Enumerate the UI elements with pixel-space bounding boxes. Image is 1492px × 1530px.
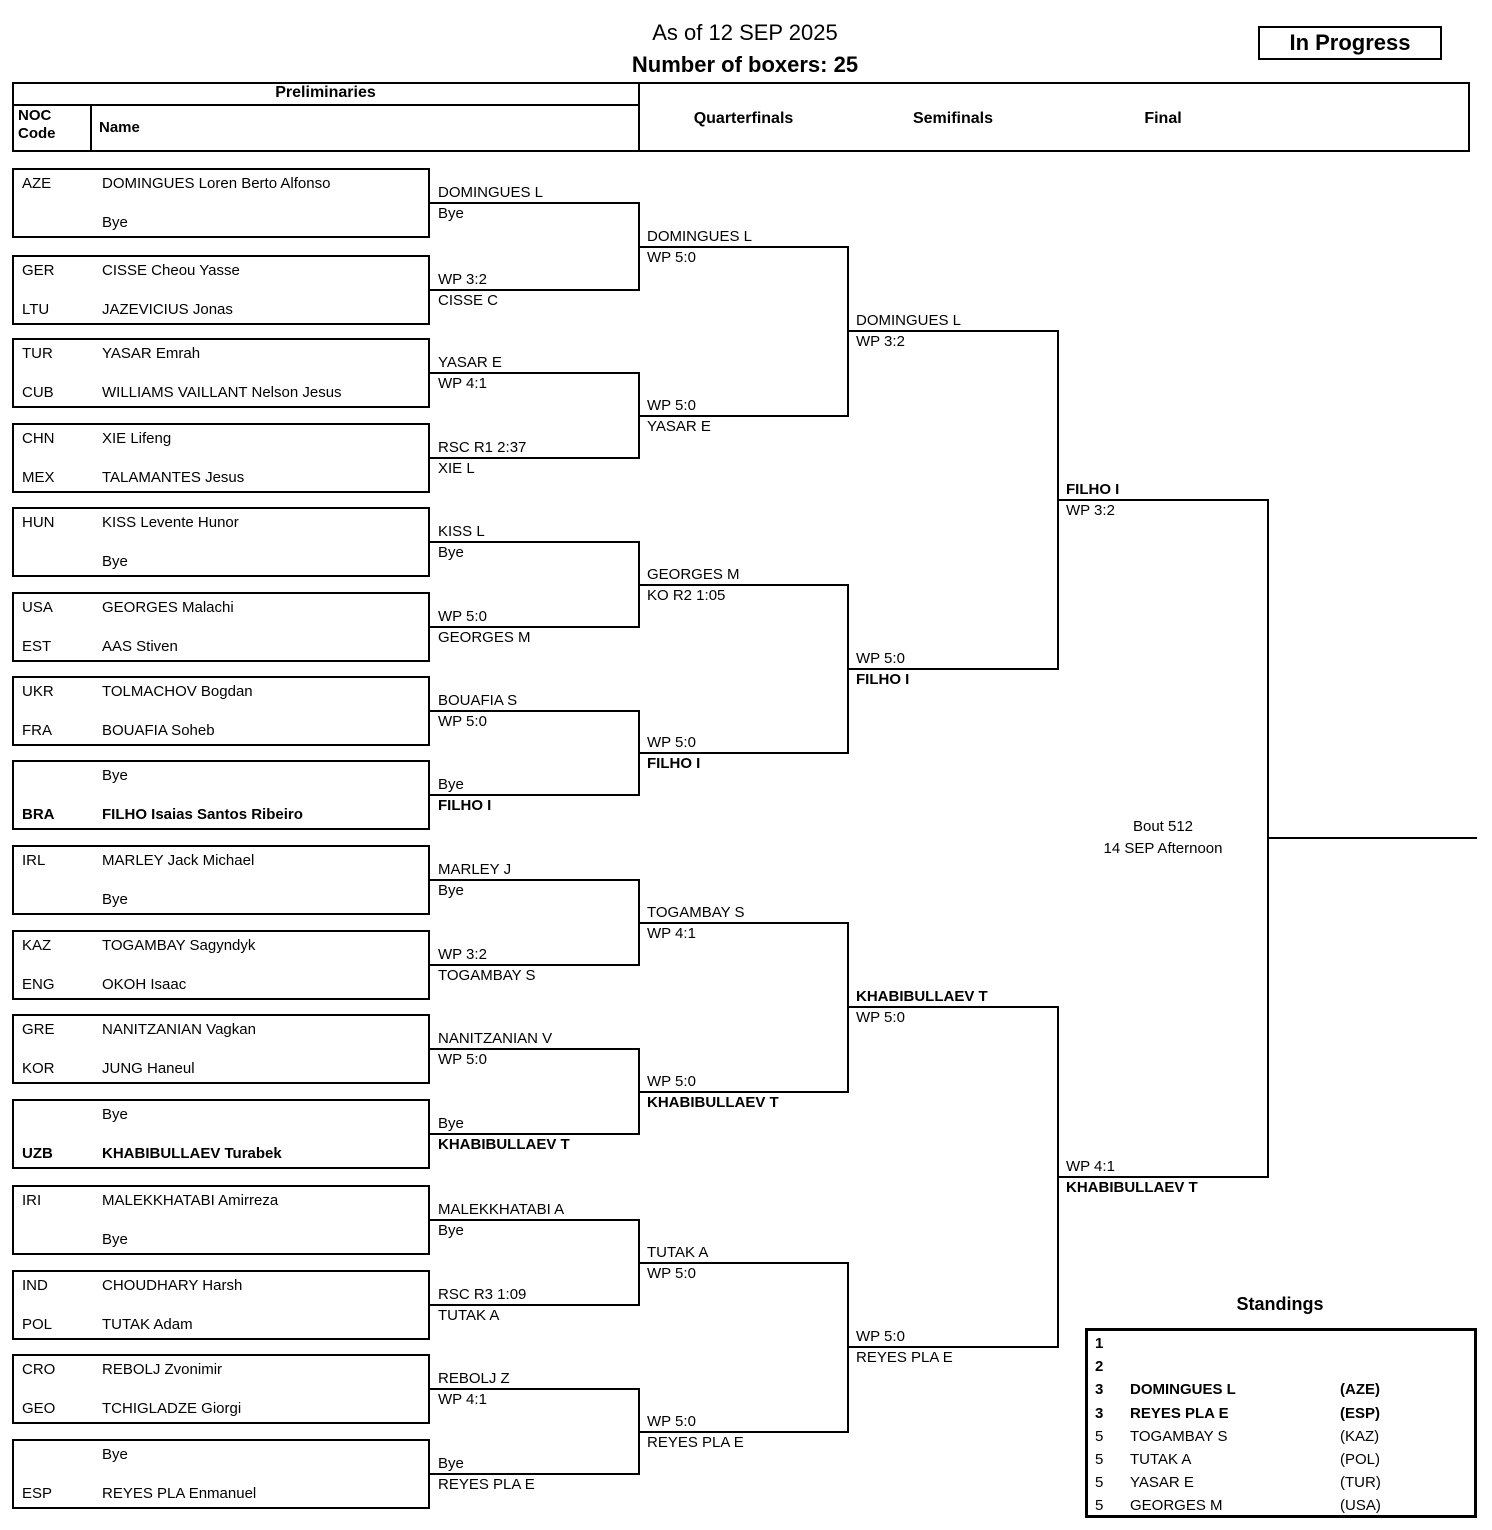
r16-label-above: Bye <box>438 776 464 793</box>
prelim-pair-box <box>12 1014 430 1084</box>
r16-match-line <box>430 541 640 543</box>
final-label-above: FILHO I <box>1066 480 1120 498</box>
prelim-noc: GRE <box>22 1021 55 1038</box>
prelim-pair-box <box>12 930 430 1000</box>
prelim-noc: EST <box>22 638 52 655</box>
prelim-noc: FRA <box>22 722 52 739</box>
prelim-pair-box <box>12 168 430 238</box>
r16-label-below: WP 5:0 <box>438 1051 487 1068</box>
table-border-right <box>1468 82 1470 152</box>
final-match-line <box>1058 1176 1269 1178</box>
quarterfinals-label-below: KO R2 1:05 <box>647 586 726 604</box>
standings-rank: 5 <box>1095 1497 1104 1515</box>
final-label-below: KHABIBULLAEV T <box>1066 1179 1198 1196</box>
r16-label-above: NANITZANIAN V <box>438 1030 553 1047</box>
r16-label-below: KHABIBULLAEV T <box>438 1136 570 1153</box>
prelim-boxer-name: Bye <box>102 553 128 570</box>
r16-match-line <box>430 710 640 712</box>
quarterfinals-label-below: REYES PLA E <box>647 1433 744 1451</box>
column-header-final: Final <box>1144 110 1182 127</box>
r16-match-line <box>430 457 640 459</box>
r16-match-line <box>430 1219 640 1221</box>
standings-noc: (POL) <box>1340 1451 1381 1468</box>
standings-row <box>1088 1428 1474 1451</box>
prelim-boxer-name: Bye <box>102 1231 128 1248</box>
prelim-boxer-name: JUNG Haneul <box>102 1060 195 1077</box>
r16-match-line <box>430 794 640 796</box>
r16-label-above: MARLEY J <box>438 861 512 878</box>
quarterfinals-label-below: WP 5:0 <box>647 248 696 266</box>
r16-label-above: Bye <box>438 1455 464 1472</box>
quarterfinals-match-line <box>639 1091 849 1093</box>
prelim-boxer-name: Bye <box>102 214 128 231</box>
standings-rank: 2 <box>1095 1358 1104 1376</box>
r16-label-above: YASAR E <box>438 354 502 371</box>
standings-noc: (KAZ) <box>1340 1427 1380 1445</box>
r16-label-below: TOGAMBAY S <box>438 967 536 984</box>
prelim-boxer-name: OKOH Isaac <box>102 976 187 993</box>
prelim-boxer-name: YASAR Emrah <box>102 345 201 362</box>
quarterfinals-label-above: GEORGES M <box>647 565 740 583</box>
prelim-boxer-name: TOLMACHOV Bogdan <box>102 683 253 700</box>
prelim-noc: KOR <box>22 1060 55 1077</box>
r16-label-above: BOUAFIA S <box>438 692 518 709</box>
prelim-boxer-name: Bye <box>102 891 128 908</box>
standings-noc: (USA) <box>1340 1497 1381 1515</box>
prelim-boxer-name: TUTAK Adam <box>102 1316 193 1333</box>
prelim-noc: TUR <box>22 345 53 362</box>
prelim-boxer-name: MALEKKHATABI Amirreza <box>102 1192 279 1209</box>
champion-line <box>1268 837 1477 839</box>
r16-match-line <box>430 1304 640 1306</box>
prelim-boxer-name: JAZEVICIUS Jonas <box>102 301 233 318</box>
noc-name-divider <box>90 104 92 152</box>
prelim-pair-box <box>12 1270 430 1340</box>
prelim-boxer-name: KISS Levente Hunor <box>102 514 239 531</box>
prelim-boxer-name: XIE Lifeng <box>102 430 172 447</box>
quarterfinals-label-above: WP 5:0 <box>647 396 696 414</box>
prelim-pair-box <box>12 1354 430 1424</box>
standings-row <box>1088 1335 1474 1358</box>
quarterfinals-match-line <box>639 922 849 924</box>
semifinals-label-below: REYES PLA E <box>856 1349 953 1366</box>
prelim-pair-box <box>12 592 430 662</box>
semifinals-match-line <box>848 668 1059 670</box>
prelim-boxer-name: CISSE Cheou Yasse <box>102 262 240 279</box>
prelim-pair-box <box>12 1439 430 1509</box>
standings-boxer-name: DOMINGUES L <box>1130 1381 1236 1399</box>
prelim-boxer-name: REYES PLA Enmanuel <box>102 1485 257 1502</box>
prelim-pair-box <box>12 507 430 577</box>
quarterfinals-label-above: WP 5:0 <box>647 1072 696 1090</box>
prelim-pair-box <box>12 255 430 325</box>
prelim-noc: GEO <box>22 1400 56 1417</box>
semifinals-label-above: WP 5:0 <box>856 649 905 667</box>
r16-label-below: XIE L <box>438 460 475 477</box>
prelim-boxer-name: WILLIAMS VAILLANT Nelson Jesus <box>102 384 342 401</box>
prelim-noc: UKR <box>22 683 54 700</box>
prelim-boxer-name: Bye <box>102 767 128 784</box>
standings-row <box>1088 1451 1474 1474</box>
standings-boxer-name: GEORGES M <box>1130 1497 1223 1515</box>
table-border-bottom <box>12 150 1470 152</box>
r16-label-above: MALEKKHATABI A <box>438 1201 565 1218</box>
prelim-boxer-name: BOUAFIA Soheb <box>102 722 215 739</box>
final-label-above: WP 4:1 <box>1066 1158 1115 1175</box>
prelim-noc: BRA <box>22 806 55 823</box>
r16-label-below: WP 4:1 <box>438 375 487 392</box>
final-bout-number: Bout 512 <box>1132 818 1194 835</box>
prelim-noc: CUB <box>22 384 54 401</box>
semifinals-match-line <box>848 330 1059 332</box>
prelim-boxer-name: MARLEY Jack Michael <box>102 852 255 869</box>
semifinals-label-above: DOMINGUES L <box>856 312 962 329</box>
prelim-boxer-name: FILHO Isaias Santos Ribeiro <box>102 806 303 823</box>
standings-boxer-name: REYES PLA E <box>1130 1404 1229 1422</box>
quarterfinals-match-line <box>639 246 849 248</box>
r16-label-above: RSC R1 2:37 <box>438 439 527 456</box>
quarterfinals-label-above: WP 5:0 <box>647 734 696 751</box>
column-header-name: Name <box>99 119 140 136</box>
r16-label-below: TUTAK A <box>438 1307 500 1324</box>
prelim-noc: LTU <box>22 301 50 318</box>
quarterfinals-match-line <box>639 584 849 586</box>
final-label-below: WP 3:2 <box>1066 501 1115 519</box>
quarterfinals-label-below: WP 4:1 <box>647 924 696 942</box>
standings-row <box>1088 1497 1474 1520</box>
quarterfinals-label-above: DOMINGUES L <box>647 227 753 245</box>
standings-row <box>1088 1474 1474 1497</box>
standings-row <box>1088 1381 1474 1404</box>
semifinals-match-line <box>848 1006 1059 1008</box>
r16-match-line <box>430 1048 640 1050</box>
prelim-boxer-name: Bye <box>102 1106 128 1123</box>
quarterfinals-label-above: TOGAMBAY S <box>647 903 745 921</box>
standings-rank: 5 <box>1095 1427 1104 1445</box>
standings-row <box>1088 1358 1474 1381</box>
r16-label-above: KISS L <box>438 523 485 540</box>
column-header-preliminaries: Preliminaries <box>275 84 376 101</box>
semifinals-match-line <box>848 1346 1059 1348</box>
prelim-noc: USA <box>22 599 53 616</box>
r16-label-below: FILHO I <box>438 797 492 814</box>
prelim-header-divider <box>12 104 640 106</box>
prelim-boxer-name: NANITZANIAN Vagkan <box>102 1021 256 1038</box>
standings-box <box>1085 1328 1477 1518</box>
as-of-date: As of 12 SEP 2025 <box>652 20 838 45</box>
prelim-boxer-name: TALAMANTES Jesus <box>102 469 245 486</box>
prelim-boxer-name: AAS Stiven <box>102 638 178 655</box>
standings-rank: 5 <box>1095 1474 1104 1492</box>
r16-match-line <box>430 626 640 628</box>
quarterfinals-label-below: FILHO I <box>647 755 701 772</box>
quarterfinals-label-above: TUTAK A <box>647 1243 709 1261</box>
prelim-noc: ENG <box>22 976 55 993</box>
r16-match-line <box>430 202 640 204</box>
r16-match-line <box>430 879 640 881</box>
prelim-boxer-name: KHABIBULLAEV Turabek <box>102 1145 282 1162</box>
standings-boxer-name: TOGAMBAY S <box>1130 1427 1228 1445</box>
r16-match-line <box>430 1133 640 1135</box>
r16-label-below: Bye <box>438 205 464 222</box>
prelim-noc: POL <box>22 1316 53 1333</box>
prelim-noc: HUN <box>22 514 55 531</box>
semifinals-label-below: FILHO I <box>856 670 910 688</box>
prelim-pair-box <box>12 1099 430 1169</box>
standings-noc: (AZE) <box>1340 1381 1380 1399</box>
semifinals-label-below: WP 5:0 <box>856 1009 905 1026</box>
prelim-noc: UZB <box>22 1145 53 1162</box>
r16-label-above: WP 3:2 <box>438 271 487 288</box>
standings-noc: (ESP) <box>1340 1404 1381 1422</box>
r16-label-above: RSC R3 1:09 <box>438 1286 527 1303</box>
prelim-pair-box <box>12 676 430 746</box>
column-header-noc-code: NOC Code <box>18 107 56 142</box>
quarterfinals-label-above: WP 5:0 <box>647 1412 696 1430</box>
r16-label-above: DOMINGUES L <box>438 184 544 201</box>
r16-label-below: GEORGES M <box>438 629 531 646</box>
final-bout-schedule: 14 SEP Afternoon <box>1103 840 1223 857</box>
r16-label-above: Bye <box>438 1115 464 1132</box>
semifinals-label-below: WP 3:2 <box>856 333 905 350</box>
prelim-boxer-name: GEORGES Malachi <box>102 599 234 616</box>
prelim-boxer-name: TOGAMBAY Sagyndyk <box>102 937 256 954</box>
semifinals-label-above: KHABIBULLAEV T <box>856 988 988 1005</box>
standings-rank: 1 <box>1095 1335 1104 1352</box>
prelim-noc: CHN <box>22 430 55 447</box>
standings-noc: (TUR) <box>1340 1474 1381 1492</box>
prelim-noc: IND <box>22 1277 48 1294</box>
r16-match-line <box>430 1473 640 1475</box>
r16-label-below: WP 5:0 <box>438 713 487 730</box>
r16-label-below: Bye <box>438 882 464 899</box>
r16-label-below: Bye <box>438 544 464 561</box>
r16-label-below: CISSE C <box>438 292 499 309</box>
quarterfinals-label-below: KHABIBULLAEV T <box>647 1093 779 1111</box>
r16-match-line <box>430 964 640 966</box>
r16-label-above: REBOLJ Z <box>438 1370 510 1387</box>
prelim-pair-box <box>12 845 430 915</box>
column-header-semifinals: Semifinals <box>912 110 994 127</box>
quarterfinals-label-below: WP 5:0 <box>647 1264 696 1282</box>
quarterfinals-match-line <box>639 1262 849 1264</box>
quarterfinals-match-line <box>639 1431 849 1433</box>
prelim-boxer-name: TCHIGLADZE Giorgi <box>102 1400 242 1417</box>
r16-match-line <box>430 1388 640 1390</box>
prelim-boxer-name: REBOLJ Zvonimir <box>102 1361 223 1378</box>
prelim-boxer-name: DOMINGUES Loren Berto Alfonso <box>102 175 331 192</box>
semifinals-label-above: WP 5:0 <box>856 1328 905 1345</box>
standings-rank: 5 <box>1095 1451 1104 1468</box>
prelim-noc: AZE <box>22 175 52 192</box>
quarterfinals-match-line <box>639 752 849 754</box>
standings-row <box>1088 1405 1474 1428</box>
prelim-noc: GER <box>22 262 55 279</box>
standings-boxer-name: TUTAK A <box>1130 1451 1192 1468</box>
r16-match-line <box>430 289 640 291</box>
prelim-noc: KAZ <box>22 937 52 954</box>
r16-label-below: Bye <box>438 1222 464 1239</box>
prelim-pair-box <box>12 423 430 493</box>
standings-rank: 3 <box>1095 1404 1104 1422</box>
boxers-count: Number of boxers: 25 <box>631 52 859 77</box>
prelim-noc: IRL <box>22 852 46 869</box>
r16-label-above: WP 5:0 <box>438 608 487 625</box>
standings-boxer-name: YASAR E <box>1130 1474 1194 1492</box>
prelim-noc: ESP <box>22 1485 53 1502</box>
standings-rank: 3 <box>1095 1381 1104 1399</box>
prelim-pair-box <box>12 760 430 830</box>
r16-label-above: WP 3:2 <box>438 946 487 963</box>
quarterfinals-match-line <box>639 415 849 417</box>
prelim-noc: IRI <box>22 1192 42 1209</box>
prelim-pair-box <box>12 338 430 408</box>
prelim-pair-box <box>12 1185 430 1255</box>
status-badge: In Progress <box>1258 26 1442 60</box>
final-match-line <box>1058 499 1269 501</box>
prelim-noc: CRO <box>22 1361 56 1378</box>
prelim-noc: MEX <box>22 469 55 486</box>
r16-label-below: WP 4:1 <box>438 1391 487 1408</box>
quarterfinals-label-below: YASAR E <box>647 417 711 435</box>
r16-label-below: REYES PLA E <box>438 1476 535 1493</box>
prelim-boxer-name: CHOUDHARY Harsh <box>102 1277 243 1294</box>
column-header-quarterfinals: Quarterfinals <box>693 110 794 127</box>
standings-title: Standings <box>1236 1294 1324 1314</box>
r16-match-line <box>430 372 640 374</box>
prelim-boxer-name: Bye <box>102 1446 128 1463</box>
